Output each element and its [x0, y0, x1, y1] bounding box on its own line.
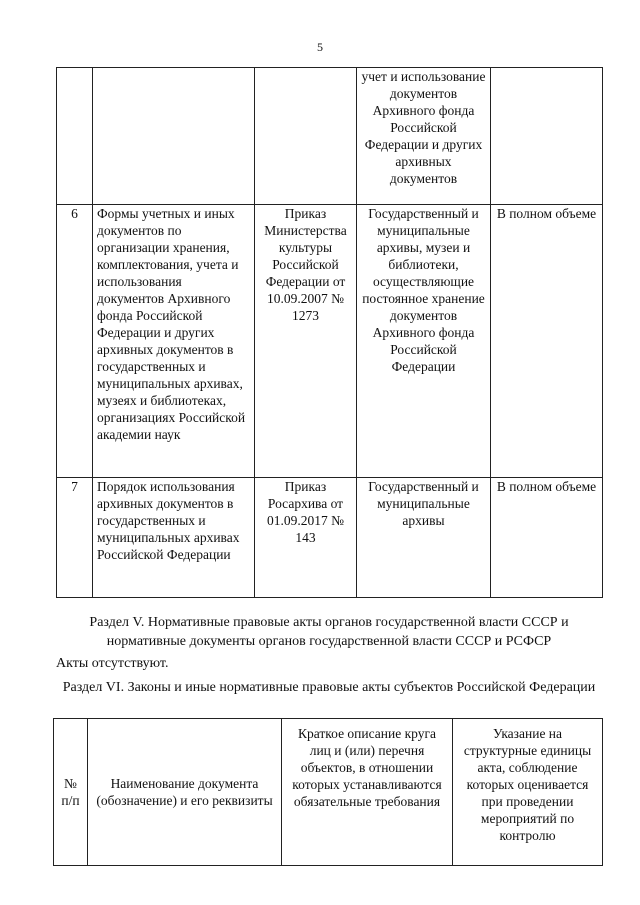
- document-name-cell: Формы учетных и иных документов по организации хранения, комплектования, учета и использования документов Архивного фонда Российской Федерации и других архивных документов в государственных и муниципальных архивах, музеях и библиотеках, организациях Российской академии наук: [93, 205, 255, 478]
- row-number-cell: [57, 68, 93, 205]
- header-number: № п/п: [54, 719, 88, 866]
- extent-cell: В полном объеме: [491, 478, 603, 598]
- header-subjects: Краткое описание круга лиц и (или) перечня объектов, в отношении которых устанавливаются обязательные требования: [282, 719, 453, 866]
- section-6-heading: Раздел VI. Законы и иные нормативные правовые акты субъектов Российской Федерации: [62, 680, 596, 695]
- requirements-table: [56, 67, 603, 598]
- no-acts-note: Акты отсутствуют.: [56, 656, 169, 671]
- legal-basis-cell: Приказ Министерства культуры Российской Федерации от 10.09.2007 № 1273: [255, 205, 357, 478]
- table-row: [57, 478, 603, 598]
- document-name-cell: Порядок использования архивных документов в государственных и муниципальных архивах Российской Федерации: [93, 478, 255, 598]
- row-number-cell: 7: [57, 478, 93, 598]
- section-5-heading: Раздел V. Нормативные правовые акты органов государственной власти СССР и нормативные документы органов государственной власти СССР и РСФСР: [89, 615, 569, 649]
- legal-basis-cell: Приказ Росархива от 01.09.2017 № 143: [255, 478, 357, 598]
- subjects-cell: учет и использование документов Архивного фонда Российской Федерации и других архивных документов: [357, 68, 491, 205]
- document-name-cell: [93, 68, 255, 205]
- header-structural-units: Указание на структурные единицы акта, соблюдение которых оценивается при проведении мероприятий по контролю: [453, 719, 603, 866]
- extent-cell: [491, 68, 603, 205]
- extent-cell: В полном объеме: [491, 205, 603, 478]
- page-number: 5: [317, 40, 323, 54]
- regional-acts-table: [53, 718, 603, 866]
- row-number-cell: 6: [57, 205, 93, 478]
- table-header-row: [54, 719, 603, 866]
- header-document-name: Наименование документа (обозначение) и его реквизиты: [88, 719, 282, 866]
- legal-basis-cell: [255, 68, 357, 205]
- table-row: [57, 68, 603, 205]
- subjects-cell: Государственный и муниципальные архивы: [357, 478, 491, 598]
- table-row: [57, 205, 603, 478]
- subjects-cell: Государственный и муниципальные архивы, музеи и библиотеки, осуществляющие постоянное хранение документов Архивного фонда Российской Федерации: [357, 205, 491, 478]
